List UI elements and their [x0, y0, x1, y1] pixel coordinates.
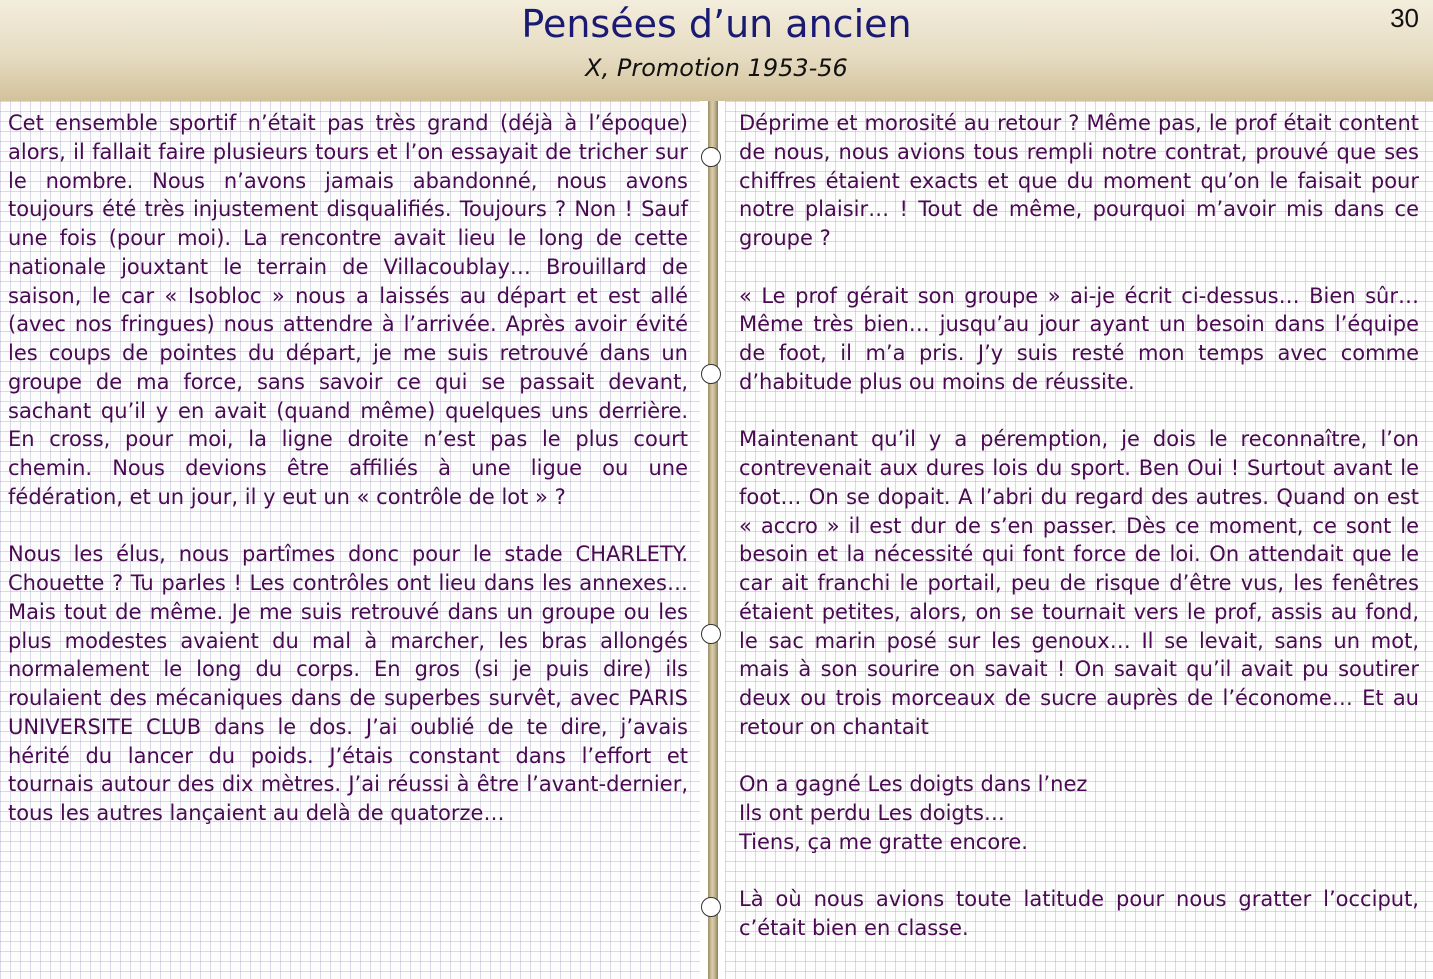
paragraph: Maintenant qu’il y a péremption, je dois le reconnaître, l’on contrevenait aux dures lois du sport. Ben Oui ! Surtout avant le foot… On se dopait. A l’abri du regard des autres. Quand on est « accro » il est dur de s’en passer. Dès ce moment, ce sont le besoin et la nécessité qui font force de loi. On attendait que le car ait franchi le portail, peu de risque d’être vus, les fenêtres étaient petites, alors, on se tournait vers le prof, assis au fond, le sac marin posé sur les genoux… Il se levait, sans un mot, mais à son sourire on savait ! On savait qu’il avait pu soutirer deux ou trois morceaux de sucre auprès de l’économe… Et au retour on chantait	[739, 427, 1419, 739]
binder-ring	[701, 897, 721, 917]
page-title: Pensées d’un ancien	[521, 2, 912, 46]
left-column-text	[8, 109, 688, 828]
binder-spine	[708, 101, 718, 979]
left-page	[0, 101, 700, 979]
page-number: 30	[1390, 3, 1419, 33]
right-page	[725, 101, 1433, 979]
binder-ring	[701, 624, 721, 644]
paragraph: Déprime et morosité au retour ? Même pas, le prof était content de nous, nous avions tous rempli notre contrat, prouvé que ses chiffres étaient exacts et que du moment qu’on le faisait pour notre plaisir… ! Tout de même, pourquoi m’avoir mis dans ce groupe ?	[739, 111, 1419, 250]
binder-ring	[701, 364, 721, 384]
page-header	[0, 0, 1433, 101]
page-subtitle: X, Promotion 1953-56	[585, 54, 848, 82]
binder-ring	[701, 147, 721, 167]
paragraph: Cet ensemble sportif n’était pas très grand (déjà à l’époque) alors, il fallait faire plusieurs tours et l’on essayait de tricher sur le nombre. Nous n’avons jamais abandonné, nous avons toujours été très injustement disqualifiés. Toujours ? Non ! Sauf une fois (pour moi). La rencontre avait lieu le long de cette nationale jouxtant le terrain de Villacoublay… Brouillard de saison, le car « Isobloc » nous a laissés au départ et est allé (avec nos fringues) nous attendre à l’arrivée. Après avoir évité les coups de pointes du départ, je me suis retrouvé dans un groupe de ma force, sans savoir ce qui se passait devant, sachant qu’il y en avait (quand même) quelques uns derrière. En cross, pour moi, la ligne droite n’est pas le plus court chemin. Nous devions être affiliés à une ligue ou une fédération, et un jour, il y eut un « contrôle de lot » ?	[8, 111, 688, 509]
paragraph: Nous les élus, nous partîmes donc pour le stade CHARLETY. Chouette ? Tu parles ! Les contrôles ont lieu dans les annexes… Mais tout de même. Je me suis retrouvé dans un groupe ou les plus modestes avaient du mal à marcher, les bras allongés normalement le long du corps. En gros (si je puis dire) ils roulaient des mécaniques dans de superbes survêt, avec PARIS UNIVERSITE CLUB dans le dos. J’ai oublié de te dire, j’avais hérité du lancer du poids. J’étais constant dans l’effort et tournais autour des dix mètres. J’ai réussi à être l’avant-dernier, tous les autres lançaient au delà de quatorze…	[8, 542, 688, 825]
paragraph: « Le prof gérait son groupe » ai-je écrit ci-dessus… Bien sûr… Même très bien… jusqu’au jour ayant un besoin dans l’équipe de foot, il m’a pris. J’y suis resté mon temps avec comme d’habitude plus ou moins de réussite.	[739, 283, 1419, 394]
paragraph: Là où nous avions toute latitude pour nous gratter l’occiput, c’était bien en classe.	[739, 887, 1419, 940]
song-lyrics: On a gagné Les doigts dans l’nez Ils ont perdu Les doigts… Tiens, ça me gratte encore.	[739, 772, 1088, 854]
right-column-text	[739, 109, 1419, 943]
